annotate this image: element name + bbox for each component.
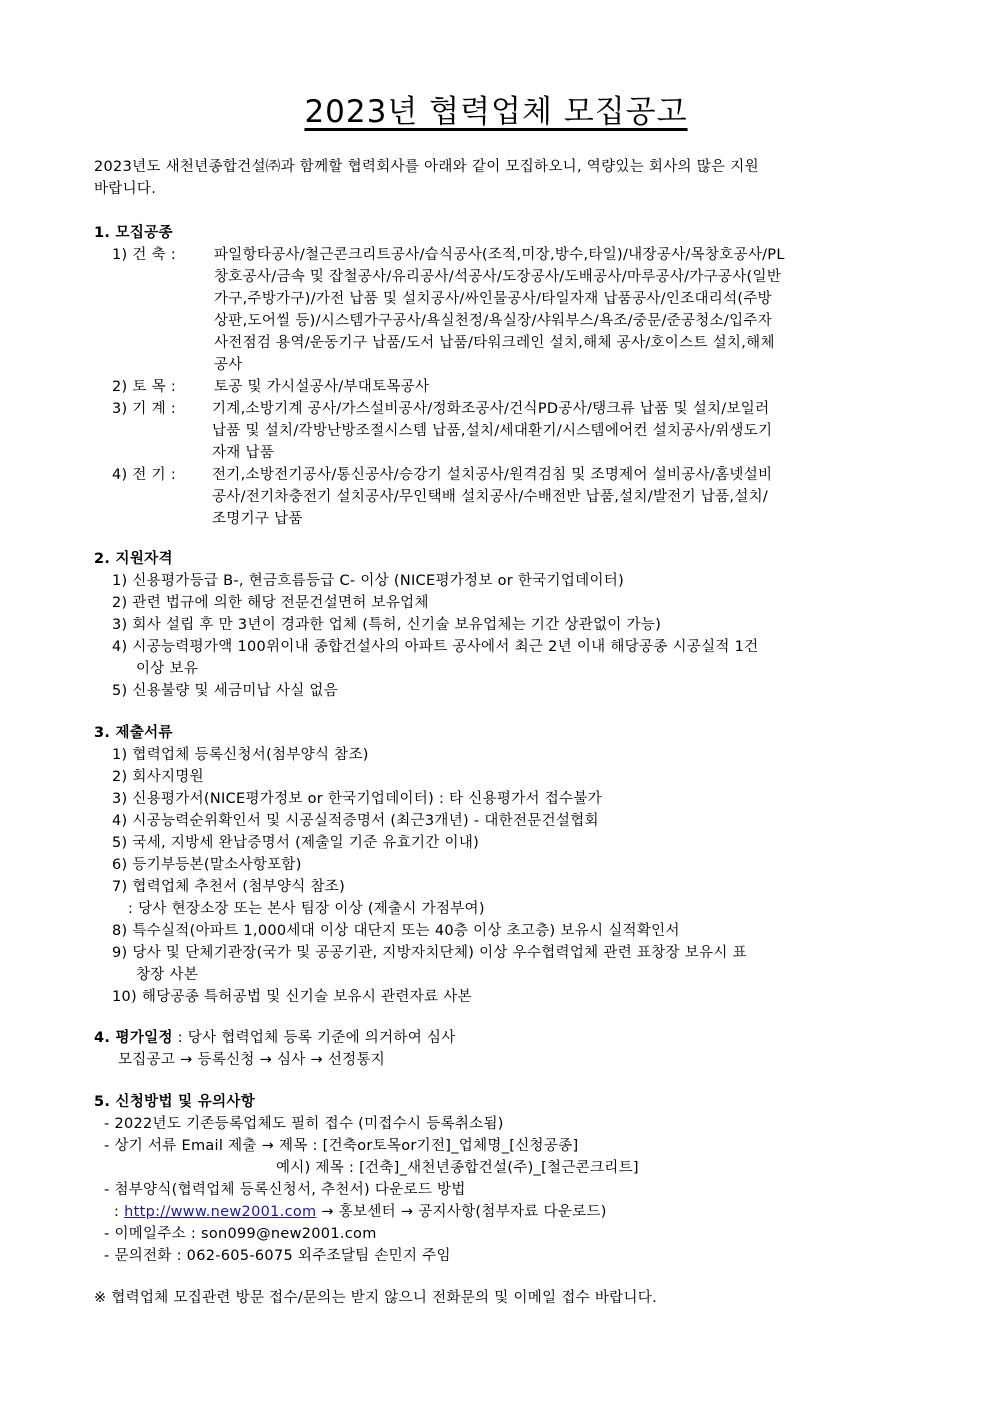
document-line: 6) 등기부등본(말소사항포함)	[112, 857, 302, 873]
qualification-line: 이상 보유	[136, 661, 199, 677]
section-4-line	[94, 1027, 456, 1049]
website-link[interactable]: http://www.new2001.com	[124, 1204, 317, 1220]
item-architecture-line: 공사	[214, 357, 243, 373]
application-line: - 2022년도 기존등록업체도 필히 접수 (미접수시 등록취소됨)	[104, 1116, 504, 1132]
section-4-text: : 당사 협력업체 등록 기준에 의거하여 심사	[172, 1030, 456, 1046]
document-line: 10) 해당공종 특허공법 및 신기술 보유시 관련자료 사본	[112, 989, 472, 1005]
document-line: 8) 특수실적(아파트 1,000세대 이상 대단지 또는 40층 이상 초고층) 보유시 실적확인서	[112, 923, 680, 939]
footer-note: ※ 협력업체 모집관련 방문 접수/문의는 받지 않으니 전화문의 및 이메일 접수 바랍니다.	[94, 1290, 657, 1306]
download-line	[114, 1201, 607, 1223]
application-line: - 첨부양식(협력업체 등록신청서, 추천서) 다운로드 방법	[104, 1182, 466, 1198]
item-electrical-line: 전기,소방전기공사/통신공사/승강기 설치공사/원격검침 및 조명제어 설비공사/홈넷설비	[212, 467, 773, 483]
document-line: 9) 당사 및 단체기관장(국가 및 공공기관, 지방자치단체) 이상 우수협력업체 관련 표창장 보유시 표	[112, 945, 747, 961]
item-architecture-line: 파일항타공사/철근콘크리트공사/습식공사(조적,미장,방수,타일)/내장공사/목창호공사/PL	[214, 247, 785, 263]
qualification-line: 3) 회사 설립 후 만 3년이 경과한 업체 (특허, 신기술 보유업체는 기간 상관없이 가능)	[112, 617, 662, 633]
document-line: 5) 국세, 지방세 완납증명서 (제출일 기준 유효기간 이내)	[112, 835, 480, 851]
document-line: 7) 협력업체 추천서 (첨부양식 참조)	[112, 879, 346, 895]
item-civil-line: 토공 및 가시설공사/부대토목공사	[214, 379, 430, 395]
item-electrical-line: 조명기구 납품	[212, 511, 303, 527]
document-line: 창장 사본	[136, 967, 199, 983]
document-line: : 당사 현장소장 또는 본사 팀장 이상 (제출시 가점부여)	[128, 901, 485, 917]
item-electrical-line: 공사/전기차충전기 설치공사/무인택배 설치공사/수배전반 납품,설치/발전기 납품,설치/	[212, 489, 769, 505]
item-mechanical-line: 자재 납품	[212, 445, 275, 461]
item-electrical-label: 4) 전 기 :	[112, 467, 177, 483]
item-mechanical-line: 기계,소방기계 공사/가스설비공사/정화조공사/건식PD공사/탱크류 납품 및 설치/보일러	[212, 401, 770, 417]
qualification-line: 4) 시공능력평가액 100위이내 종합건설사의 아파트 공사에서 최근 2년 이내 해당공종 시공실적 1건	[112, 639, 759, 655]
page-title: 2023년 협력업체 모집공고	[304, 94, 688, 130]
qualification-line: 1) 신용평가등급 B-, 현금흐름등급 C- 이상 (NICE평가정보 or 한국기업데이터)	[112, 573, 625, 589]
application-line: - 상기 서류 Email 제출 → 제목 : [건축or토목or기전]_업체명_[신청공종]	[104, 1138, 579, 1154]
email-line: - 이메일주소 : son099@new2001.com	[104, 1226, 377, 1242]
section-4-flow: 모집공고 → 등록신청 → 심사 → 선정통지	[118, 1052, 386, 1068]
phone-line: - 문의전화 : 062-605-6075 외주조달팀 손민지 주임	[104, 1248, 451, 1264]
document-line: 4) 시공능력순위확인서 및 시공실적증명서 (최근3개년) - 대한전문건설협회	[112, 813, 599, 829]
item-mechanical-label: 3) 기 계 :	[112, 401, 177, 417]
document-line: 1) 협력업체 등록신청서(첨부양식 참조)	[112, 747, 369, 763]
intro-line-1: 2023년도 새천년종합건설㈜과 함께할 협력회사를 아래와 같이 모집하오니, 역량있는 회사의 많은 지원	[94, 159, 759, 175]
document-line: 3) 신용평가서(NICE평가정보 or 한국기업데이터) : 타 신용평가서 접수불가	[112, 791, 602, 807]
download-prefix: :	[114, 1204, 125, 1220]
qualification-line: 5) 신용불량 및 세금미납 사실 없음	[112, 683, 339, 699]
section-5-heading: 5. 신청방법 및 유의사항	[94, 1094, 256, 1110]
section-2-heading: 2. 지원자격	[94, 551, 173, 567]
section-3-heading: 3. 제출서류	[94, 725, 173, 741]
download-path: → 홍보센터 → 공지사항(첨부자료 다운로드)	[316, 1204, 607, 1220]
item-architecture-line: 상판,도어씰 등)/시스템가구공사/욕실천정/욕실장/샤워부스/욕조/중문/준공청소/입주자	[214, 313, 772, 329]
application-example: 예시) 제목 : [건축]_새천년종합건설(주)_[철근콘크리트]	[276, 1160, 639, 1176]
item-architecture-line: 가구,주방가구)/가전 납품 및 설치공사/싸인물공사/타일자재 납품공사/인조대리석(주방	[214, 291, 772, 307]
item-architecture-label: 1) 건 축 :	[112, 247, 177, 263]
section-4-heading: 4. 평가일정	[94, 1030, 173, 1046]
document-line: 2) 회사지명원	[112, 769, 204, 785]
item-civil-label: 2) 토 목 :	[112, 379, 177, 395]
item-architecture-line: 사전점검 용역/운동기구 납품/도서 납품/타워크레인 설치,해체 공사/호이스트 설치,해체	[214, 335, 775, 351]
qualification-line: 2) 관련 법규에 의한 해당 전문건설면허 보유업체	[112, 595, 429, 611]
intro-line-2: 바랍니다.	[94, 181, 157, 197]
item-architecture-line: 창호공사/금속 및 잡철공사/유리공사/석공사/도장공사/도배공사/마루공사/가구공사(일반	[214, 269, 782, 285]
section-1-heading: 1. 모집공종	[94, 225, 173, 241]
item-mechanical-line: 납품 및 설치/각방난방조절시스템 납품,설치/세대환기/시스템에어컨 설치공사/위생도기	[212, 423, 773, 439]
